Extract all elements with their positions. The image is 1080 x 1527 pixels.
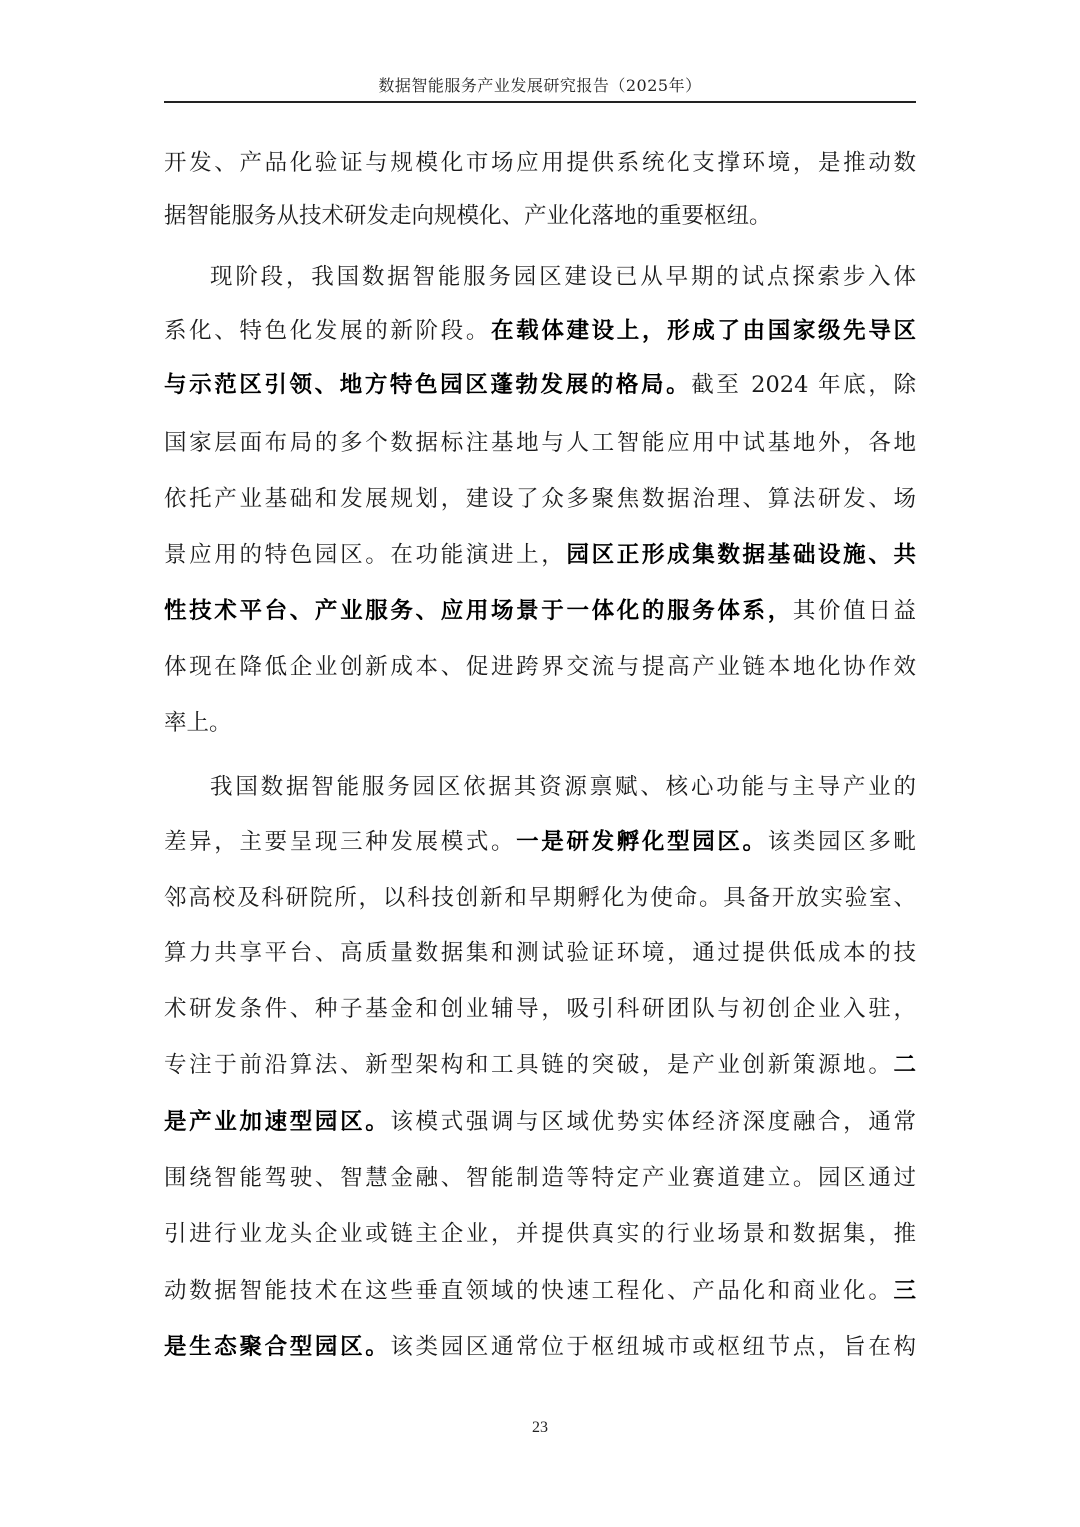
text-run: 现阶段，我国数据智能服务园区建设已从早期的试点探索步入体 [210,264,916,290]
bold-text-run: 一是研发孵化型园区。 [516,829,768,855]
text-line [164,1276,916,1306]
text-line [164,148,916,178]
text-line [164,708,916,738]
text-run: 据智能服务从技术研发走向规模化、产业化落地的重要枢纽。 [164,203,772,229]
text-run: 引进行业龙头企业或链主企业，并提供真实的行业场景和数据集，推 [164,1221,916,1247]
bold-text-run: 三 [893,1278,916,1304]
bold-text-run: 是生态聚合型园区。 [164,1334,391,1360]
text-line [164,201,916,231]
text-line [164,652,916,682]
text-run: 动数据智能技术在这些垂直领域的快速工程化、产品化和商业化。 [164,1278,894,1304]
text-run: 算力共享平台、高质量数据集和测试验证环境，通过提供低成本的技 [164,940,916,966]
text-run: 景应用的特色园区。在功能演进上， [164,542,567,568]
text-line [164,428,916,458]
bold-text-run: 园区正形成集数据基础设施、共 [566,542,916,568]
text-line [164,827,916,857]
text-run: 该模式强调与区域优势实体经济深度融合，通常 [390,1109,916,1135]
text-run: 体现在降低企业创新成本、促进跨界交流与提高产业链本地化协作效 [164,654,916,680]
text-line [164,370,916,400]
bold-text-run: 性技术平台、产业服务、应用场景于一体化的服务体系， [164,598,793,624]
text-run: 截至 2024 年底，除 [691,372,916,398]
text-line [164,994,916,1024]
bold-text-run: 与示范区引领、地方特色园区蓬勃发展的格局。 [164,372,692,398]
text-run: 围绕智能驾驶、智慧金融、智能制造等特定产业赛道建立。园区通过 [164,1165,916,1191]
text-line [164,938,916,968]
bold-text-run: 是产业加速型园区。 [164,1109,391,1135]
page-number: 23 [532,1419,548,1436]
text-run: 术研发条件、种子基金和创业辅导，吸引科研团队与初创企业入驻， [164,996,916,1022]
text-run: 其价值日益 [792,598,916,624]
text-line [164,1107,916,1137]
text-run: 专注于前沿算法、新型架构和工具链的突破，是产业创新策源地。 [164,1052,894,1078]
header-divider [164,101,916,103]
text-run: 系化、特色化发展的新阶段。 [164,318,492,344]
text-run: 该类园区多毗 [767,829,916,855]
text-run: 国家层面布局的多个数据标注基地与人工智能应用中试基地外，各地 [164,430,916,456]
text-run: 开发、产品化验证与规模化市场应用提供系统化支撑环境，是推动数 [164,150,916,176]
text-line [164,596,916,626]
text-line [210,772,916,802]
text-line [164,1163,916,1193]
text-line [164,1332,916,1362]
text-run: 我国数据智能服务园区依据其资源禀赋、核心功能与主导产业的 [210,774,916,800]
text-line [164,484,916,514]
bold-text-run: 在载体建设上，形成了由国家级先导区 [491,318,916,344]
text-line [164,883,916,913]
text-run: 依托产业基础和发展规划，建设了众多聚焦数据治理、算法研发、场 [164,486,916,512]
text-line [164,1219,916,1249]
text-run: 率上。 [164,710,232,736]
bold-text-run: 二 [893,1052,916,1078]
text-run: 邻高校及科研院所，以科技创新和早期孵化为使命。具备开放实验室、 [164,885,916,911]
running-header: 数据智能服务产业发展研究报告（2025年） [378,76,702,95]
text-run: 该类园区通常位于枢纽城市或枢纽节点，旨在构 [390,1334,916,1360]
text-line [164,316,916,346]
text-line [164,1050,916,1080]
text-line [164,540,916,570]
text-run: 差异，主要呈现三种发展模式。 [164,829,517,855]
text-line [210,262,916,292]
